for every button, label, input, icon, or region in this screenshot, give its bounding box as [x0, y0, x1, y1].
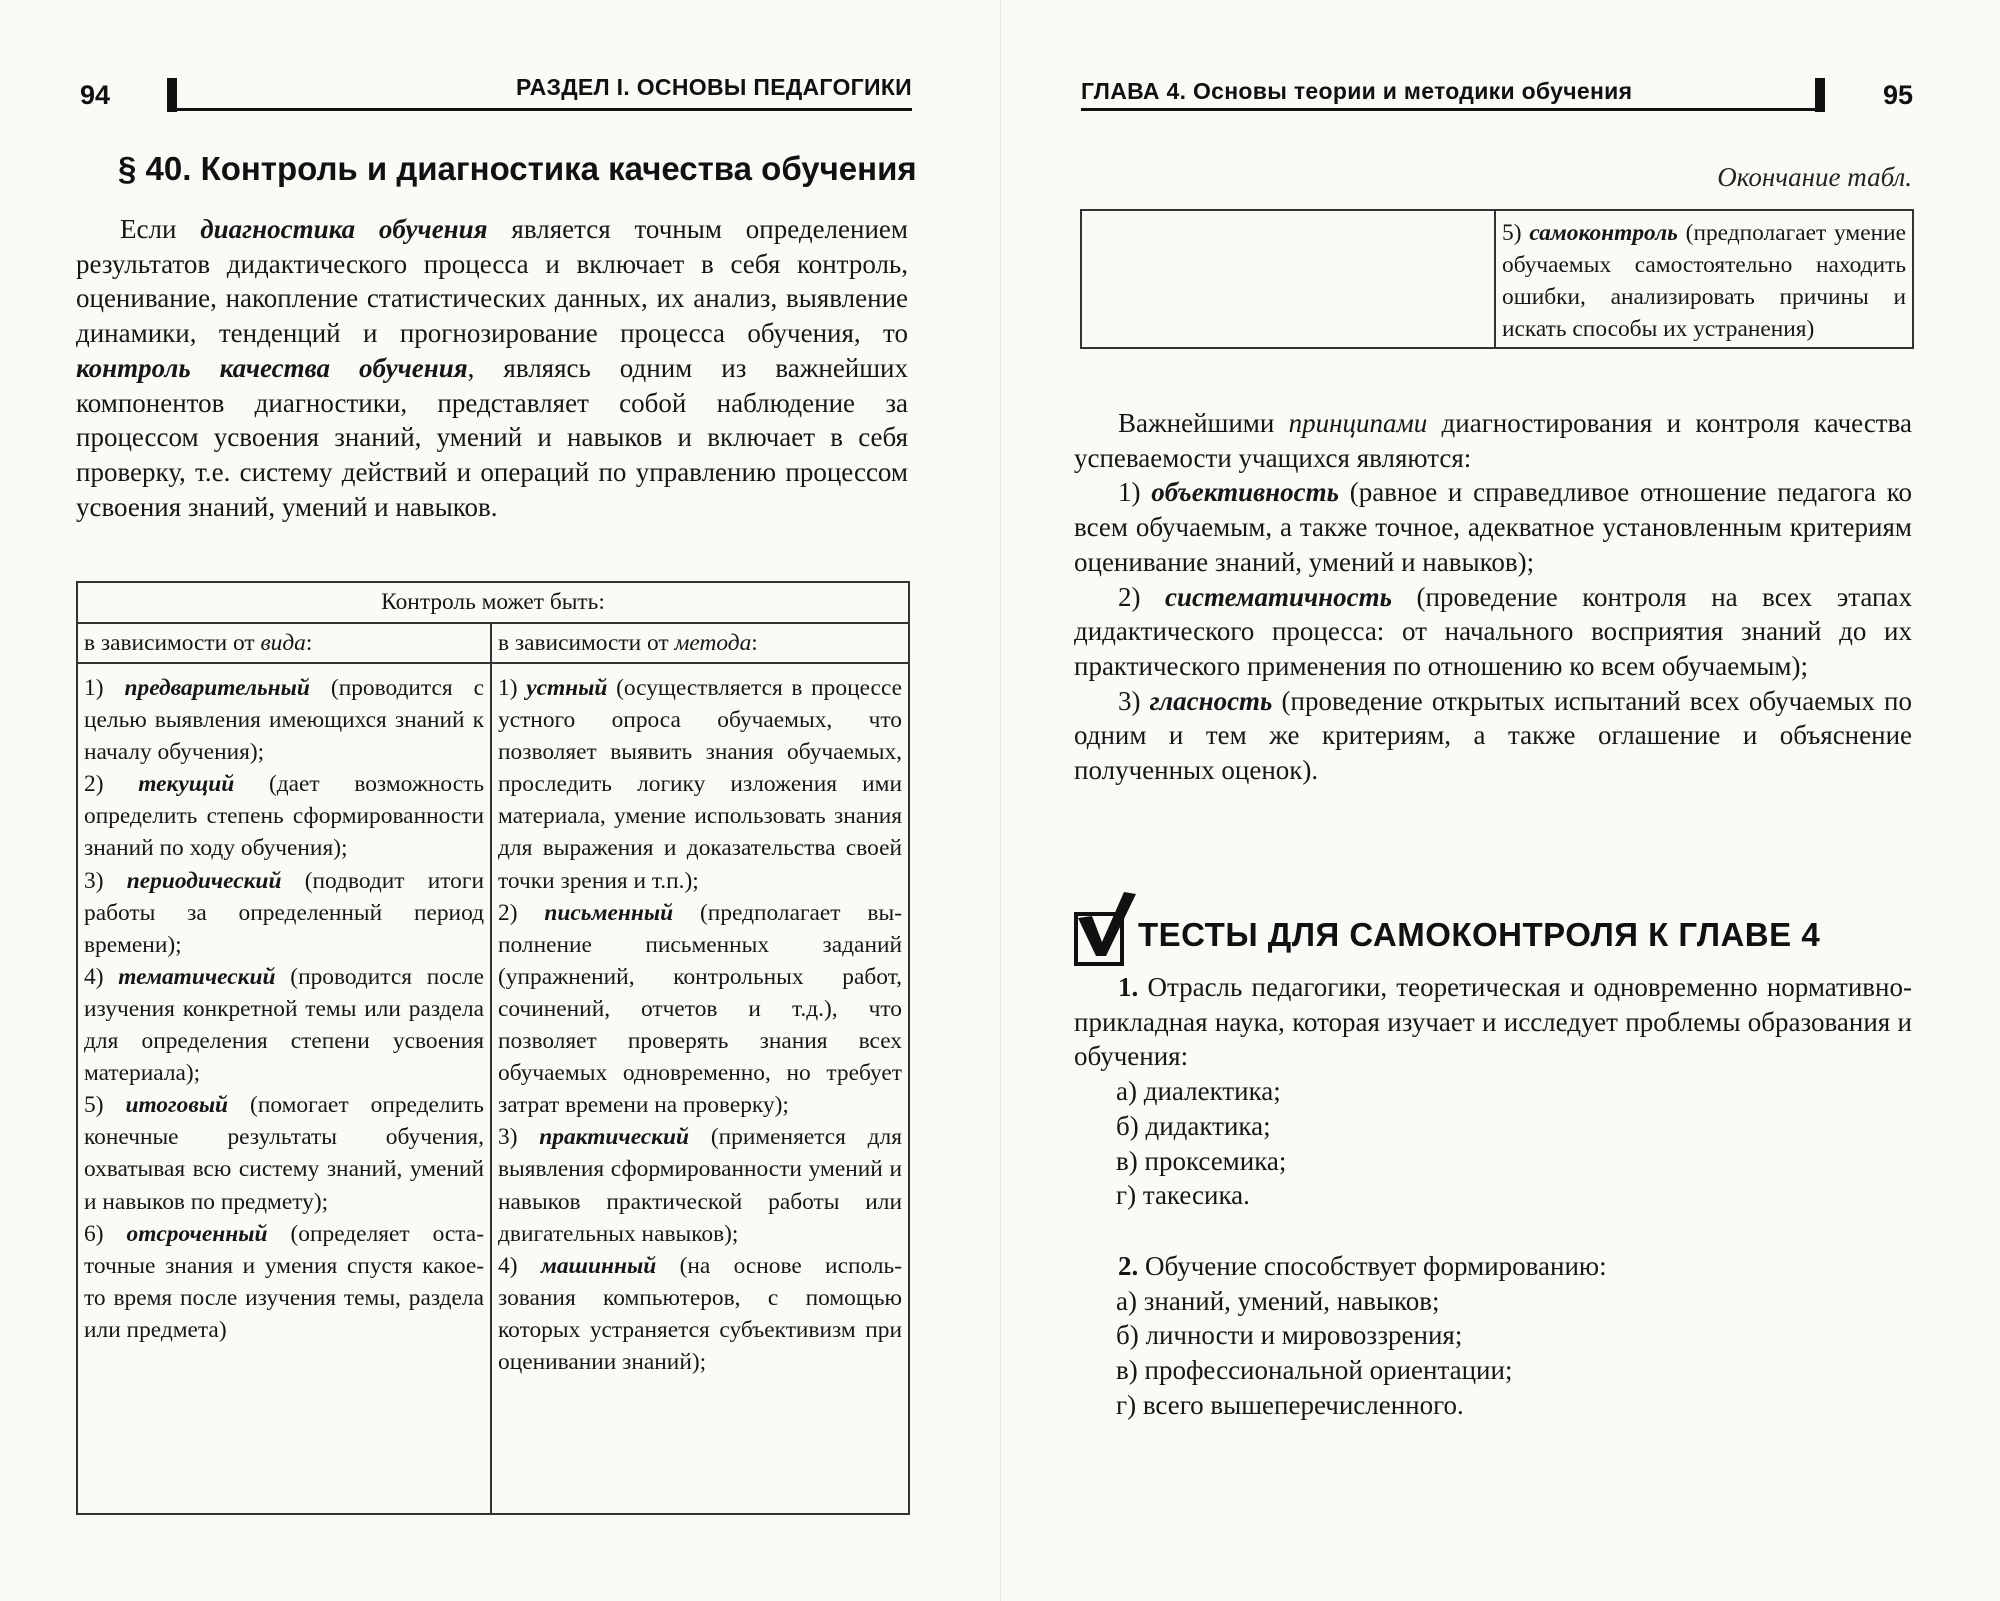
- control-types-table: [76, 581, 910, 1515]
- check-mark-icon: [1072, 890, 1138, 962]
- term-quality-control: контроль качества обучения: [76, 352, 468, 383]
- term-principles: принципами: [1288, 408, 1428, 438]
- answer-option: в) проксемика;: [1116, 1145, 1287, 1176]
- section-title: § 40. Контроль и диагностика качества обучения: [118, 150, 917, 187]
- answer-option: г) всего вышеперечисленного.: [1116, 1389, 1464, 1420]
- term-diagnostics: диагностика обучения: [200, 214, 488, 244]
- list-item: 1) предварительный (проводится с целью выявления имеющихся знаний к началу обучения);: [84, 675, 484, 766]
- intro-paragraph: Если диагностика обучения является точным определением результатов дидактического процесса и включает в себя контроль, оценивание, накопление статистических данных, их анализ, выявление динамики, тенденций и прогнозирование процесса обучения, то контроль качества обучения, являясь одним из важнейших компонентов диагностики, представляет собой наблюдение за процессом усвоения знаний, умений и навыков и включает в себя проверку, т.е. систему действий и операций по управлению процессом усвоения знаний, умений и навыков.: [76, 214, 908, 522]
- principles-section: Важнейшими принципами диагностирования и контроля качества успеваемости учащихся являются: 1) объективность (равное и справедливое отношение педагога ко всем обучаемым, а также точное, адекватное установленным критериям оценивание знаний, умений и навыков); 2) систематичность (проведение контроля на всех этапах дидактического процесса: от начального восприятия знаний до их практического применения по отношению ко всем обучаемым); 3) гласность (проведение открытых испытаний всех обучаемых по одним и тем же критериям, а также оглашение и объяснение полученных оценок).: [1074, 406, 1912, 788]
- list-item: 3) периодический (подводит итоги работы за определенный период времени);: [84, 867, 484, 958]
- header-rule: [1081, 108, 1825, 111]
- page-number: 94: [80, 80, 111, 110]
- list-item: 4) тематический (проводится после изучения конкретной темы или раздела для определения степени усвоения материала);: [84, 963, 484, 1087]
- tests-heading: [1074, 902, 1934, 972]
- list-item: 3) практический (применяется для выявления сформированности умений и навыков практической работы или двигательных навыков);: [498, 1124, 902, 1247]
- list-item: 4) машинный (на основе использования компьютеров, с помощью которых устраняется субъективизм при оценивании знаний);: [498, 1252, 902, 1375]
- self-control-cell: 5) самоконтроль (предполагает умение обучаемых самостоятельно находить ошибки, анализировать причины и искать способы их устранения): [1495, 210, 1913, 348]
- tests-title: ТЕСТЫ ДЛЯ САМОКОНТРОЛЯ К ГЛАВЕ 4: [1138, 916, 1821, 953]
- running-head: ГЛАВА 4. Основы теории и методики обучения: [1081, 78, 1633, 104]
- empty-cell: [1081, 210, 1495, 348]
- table-continuation-note: Окончание табл.: [1717, 162, 1912, 192]
- test-question-1: 1. Отрасль педагогики, теоретическая и одновременно нормативно-прикладная наука, которая изучает и исследует проблемы образования и обучения: а) диалектика; б) дидактика; в) проксемика; г) такесика.: [1074, 970, 1912, 1213]
- test-question-2: 2. Обучение способствует формированию: а) знаний, умений, навыков; б) личности и мировоззрения; в) профессиональной ориентации; г) всего вышеперечисленного.: [1074, 1249, 1912, 1423]
- answer-option: в) профессиональной ориентации;: [1116, 1355, 1513, 1386]
- list-item: 1) объективность (равное и справедливое отношение педагога ко всем обучаемым, а также точное, адекватное установленным критериям оценивание знаний, умений и навыков);: [1074, 477, 1912, 577]
- list-item: 2) систематичность (проведение контроля на всех этапах дидактического процесса: от начального восприятия знаний до их практического применения по отношению ко всем обучаемым);: [1074, 581, 1912, 681]
- types-by-kind-cell: [77, 663, 491, 1514]
- answer-option: б) дидактика;: [1116, 1110, 1271, 1141]
- answer-option: а) диалектика;: [1116, 1076, 1281, 1107]
- list-item: 1) устный (осуществляется в процессе устного опроса обучаемых, что позволяет выявить знания обучаемых, проследить логику изложения ими материала, умение использовать знания для выражения и доказательства своей точки зрения и т.п.);: [498, 675, 902, 894]
- list-item: 3) гласность (проведение открытых испытаний всех обучаемых по одним и тем же критериям, а также оглашение и объяснение полученных оценок).: [1074, 685, 1912, 786]
- answer-option: а) знаний, умений, навыков;: [1116, 1285, 1440, 1316]
- table-caption: Контроль может быть:: [77, 582, 909, 623]
- table-continuation: [1080, 209, 1914, 349]
- list-item: 6) отсроченный (определяет остаточные знания и умения спустя какое-то время после изучения темы, раздела или предмета): [84, 1220, 484, 1343]
- page-number: 95: [1883, 80, 1914, 110]
- column-header-by-method: в зависимости от метода:: [491, 623, 909, 663]
- list-item: 2) текущий (дает возможность определить степень сформированности знаний по ходу обучения);: [84, 771, 484, 862]
- answer-option: б) личности и мировоззрения;: [1116, 1320, 1463, 1351]
- list-item: 2) письменный (предполагает выполнение письменных заданий (упражнений, контрольных работ, сочинений, отчетов и т.д.), что позволяет проверять знания всех обучаемых одновременно, но требует затрат времени на проверку);: [498, 899, 902, 1119]
- column-header-by-type: в зависимости от вида:: [77, 623, 491, 663]
- header-rule: [167, 108, 912, 111]
- header-bar: [167, 78, 177, 112]
- list-item: 5) итоговый (помогает определить конечные результаты обучения, охватывая всю систему знаний, умений и навыков по предмету);: [84, 1092, 484, 1215]
- answer-option: г) такесика.: [1116, 1180, 1250, 1211]
- types-by-method-cell: [491, 663, 909, 1514]
- header-bar: [1815, 78, 1825, 112]
- running-head: РАЗДЕЛ I. ОСНОВЫ ПЕДАГОГИКИ: [515, 74, 912, 100]
